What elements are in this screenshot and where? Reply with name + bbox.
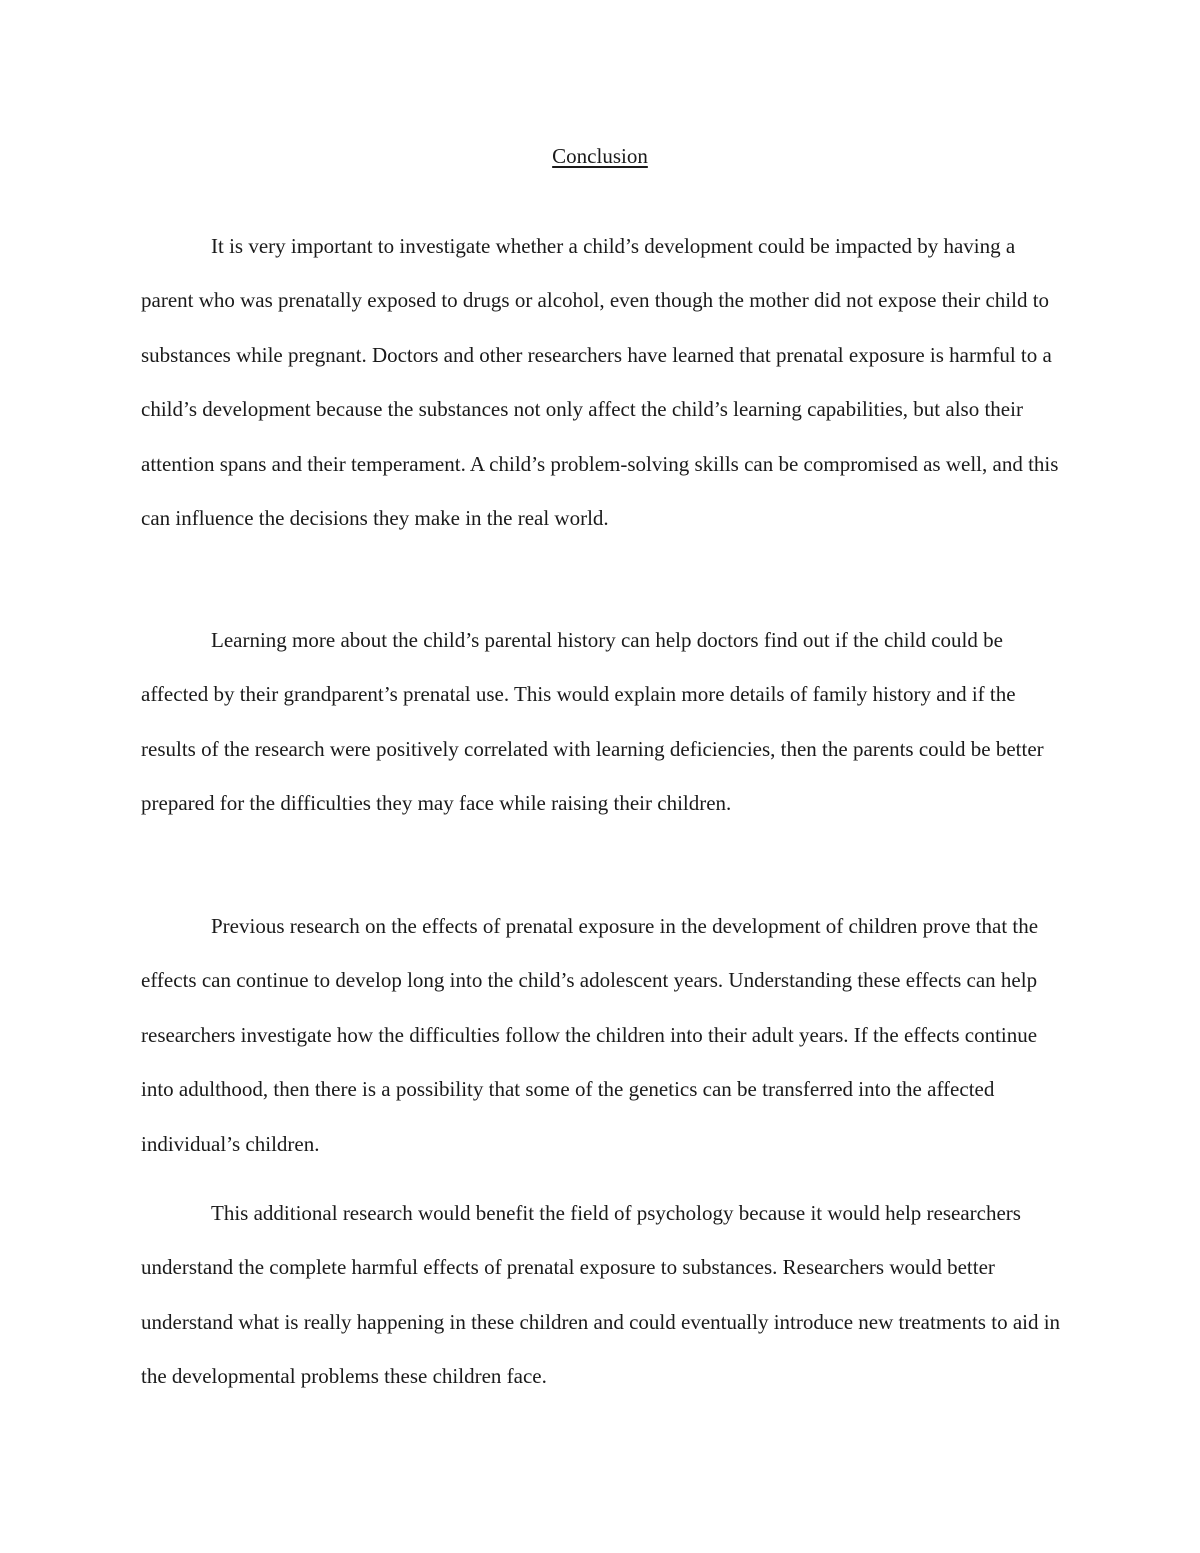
document-title: Conclusion — [552, 144, 648, 168]
paragraph-3: Previous research on the effects of prenatal exposure in the development of children prove that the effects can continue to develop long into the child’s adolescent years. Understanding these effects can help researchers investigate how the difficulties follow the children into their adult years. If the effects continue into adulthood, then there is a possibility that some of the genetics can be transferred into the affected individual’s children. — [141, 914, 1039, 1156]
paragraph-4: This additional research would benefit the field of psychology because it would help researchers understand the complete harmful effects of prenatal exposure to substances. Researchers would better understand what is really happening in these children and could eventually introduce new treatments to aid in the developmental problems these children face. — [141, 1201, 1061, 1389]
paragraph-2: Learning more about the child’s parental history can help doctors find out if the child could be affected by their grandparent’s prenatal use. This would explain more details of family history and if the results of the research were positively correlated with learning deficiencies, then the parents could be better prepared for the difficulties they may face while raising their children. — [141, 628, 1044, 816]
paragraph-1: It is very important to investigate whether a child’s development could be impacted by having a parent who was prenatally exposed to drugs or alcohol, even though the mother did not expose their child to substances while pregnant. Doctors and other researchers have learned that prenatal exposure is harmful to a child’s development because the substances not only affect the child’s learning capabilities, but also their attention spans and their temperament. A child’s problem-solving skills can be compromised as well, and this can influence the decisions they make in the real world. — [141, 234, 1059, 531]
